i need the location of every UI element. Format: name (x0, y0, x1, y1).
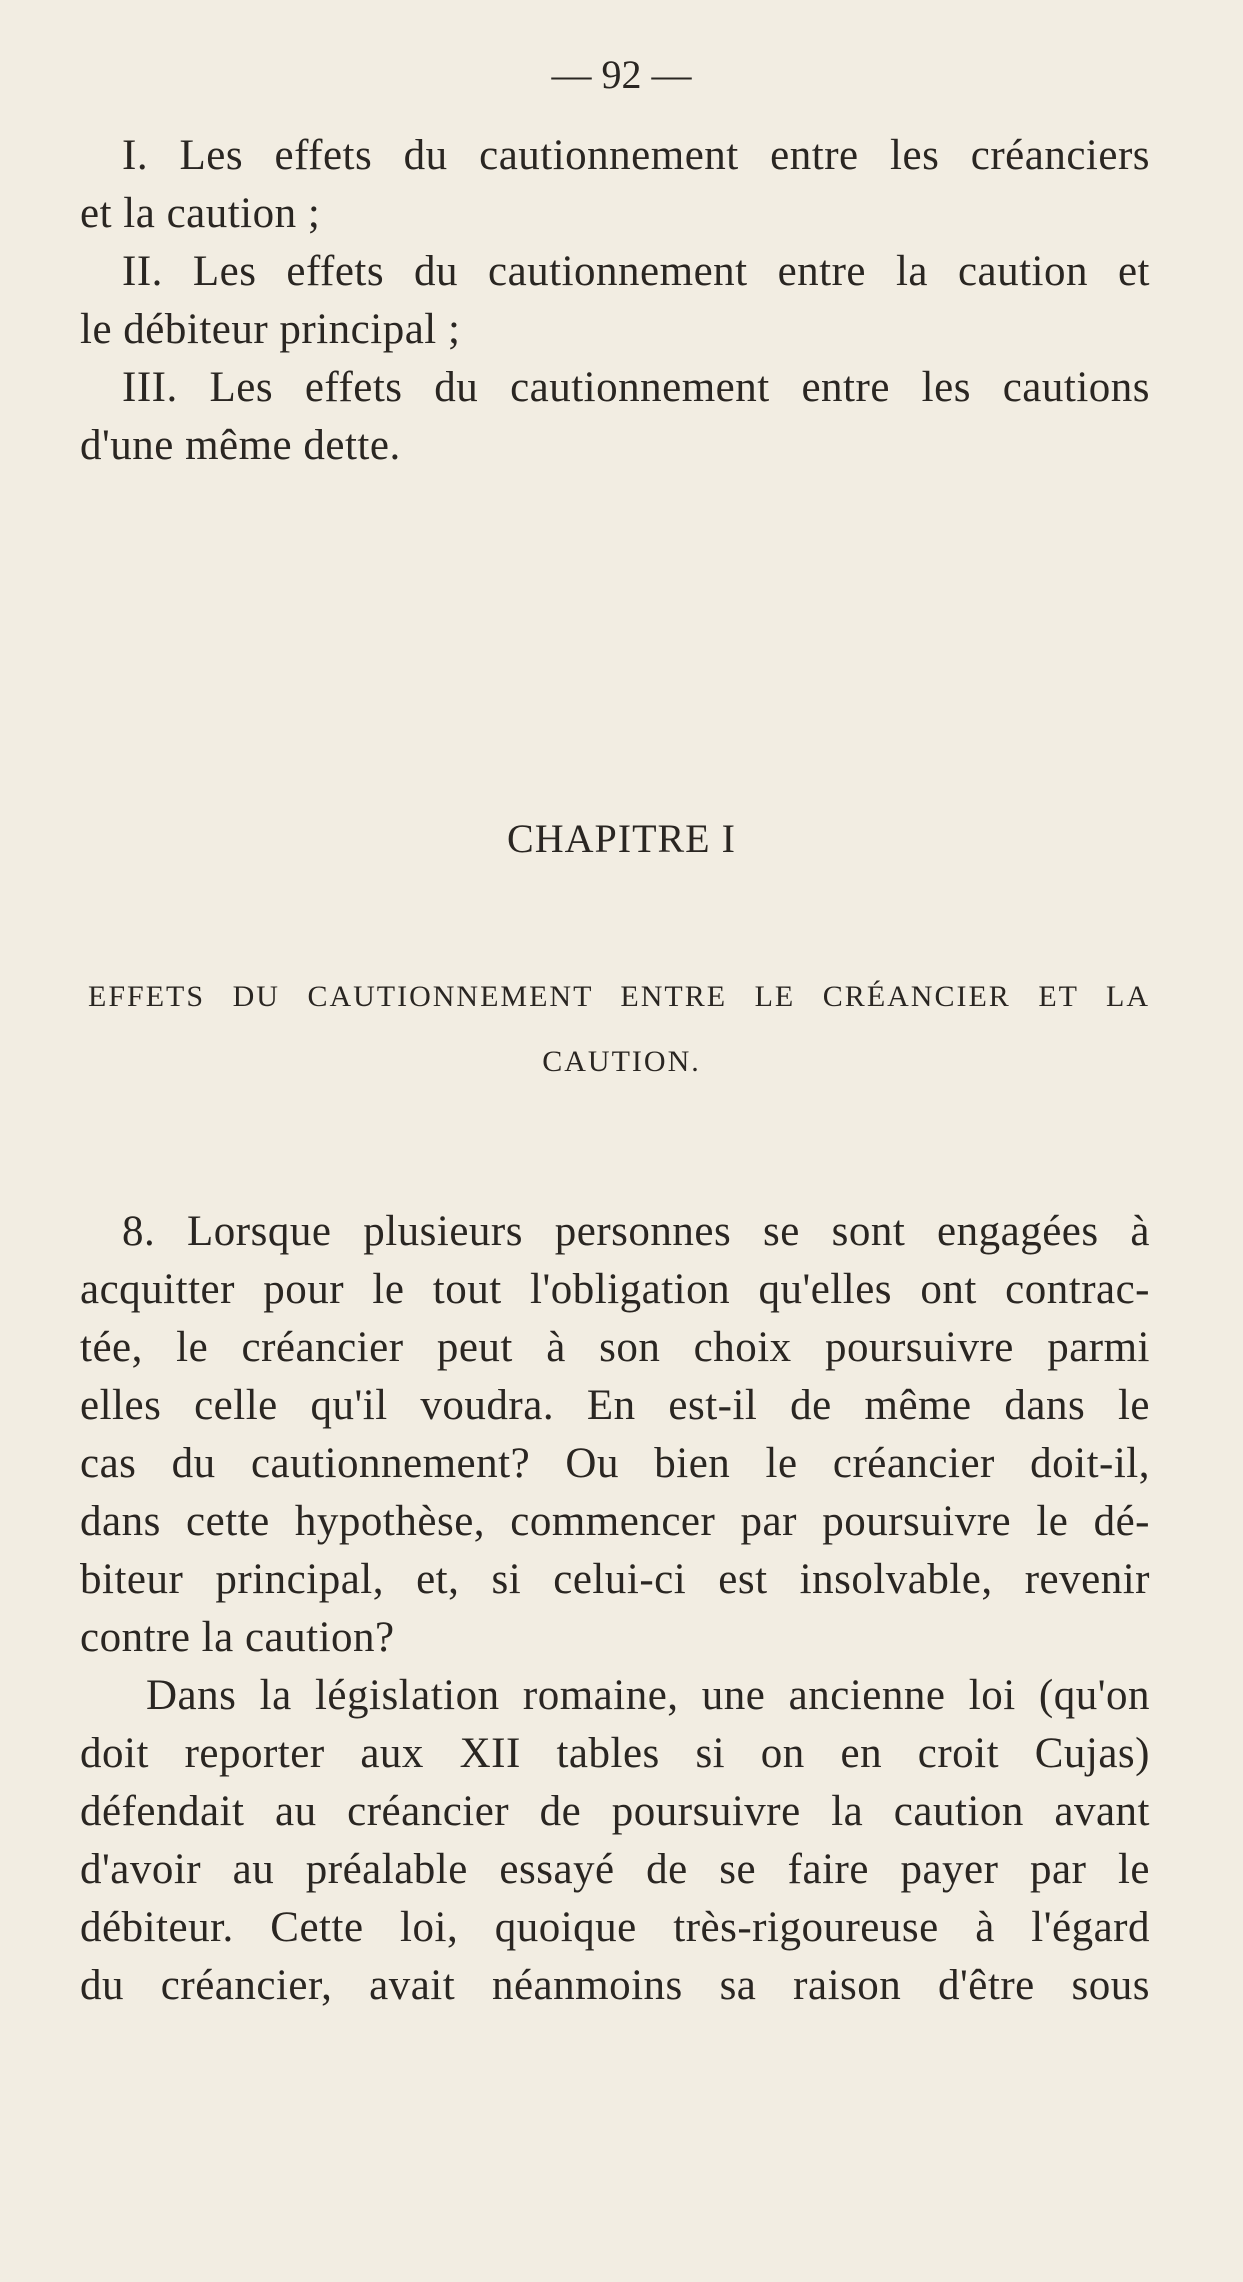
intro-line-3: II. Les effets du cautionnement entre la caution et (122, 248, 1150, 295)
chapter-heading-line-1: EFFETS DU CAUTIONNEMENT ENTRE LE CRÉANCIER ET LA (88, 980, 1150, 1013)
paragraph1-line-1: 8. Lorsque plusieurs personnes se sont engagées à (122, 1208, 1150, 1255)
paragraph1-line-6: dans cette hypothèse, commencer par poursuivre le dé- (80, 1498, 1150, 1545)
paragraph1-line-8: contre la caution? (80, 1614, 395, 1661)
intro-line-5: III. Les effets du cautionnement entre les cautions (122, 364, 1150, 411)
paragraph1-line-2: acquitter pour le tout l'obligation qu'elles ont contrac- (80, 1266, 1150, 1313)
chapter-heading-line-2: CAUTION. (542, 1045, 701, 1078)
intro-line-1: I. Les effets du cautionnement entre les créanciers (122, 132, 1150, 179)
paragraph1-line-4: elles celle qu'il voudra. En est-il de même dans le (80, 1382, 1150, 1429)
paragraph2-line-3: défendait au créancier de poursuivre la caution avant (80, 1788, 1150, 1835)
paragraph2-line-6: du créancier, avait néanmoins sa raison d'être sous (80, 1962, 1150, 2009)
chapter-title: CHAPITRE I (507, 816, 736, 861)
paragraph1-line-3: tée, le créancier peut à son choix poursuivre parmi (80, 1324, 1150, 1371)
intro-line-4: le débiteur principal ; (80, 306, 461, 353)
intro-line-2: et la caution ; (80, 190, 321, 237)
paragraph2-line-1: Dans la législation romaine, une ancienne loi (qu'on (146, 1672, 1150, 1719)
paragraph2-line-4: d'avoir au préalable essayé de se faire payer par le (80, 1846, 1150, 1893)
paragraph1-line-7: biteur principal, et, si celui-ci est insolvable, revenir (80, 1556, 1150, 1603)
paragraph2-line-2: doit reporter aux XII tables si on en croit Cujas) (80, 1730, 1150, 1777)
paragraph2-line-5: débiteur. Cette loi, quoique très-rigoureuse à l'égard (80, 1904, 1150, 1951)
intro-line-6: d'une même dette. (80, 422, 401, 469)
paragraph1-line-5: cas du cautionnement? Ou bien le créancier doit-il, (80, 1440, 1150, 1487)
page-number: — 92 — (551, 52, 692, 97)
